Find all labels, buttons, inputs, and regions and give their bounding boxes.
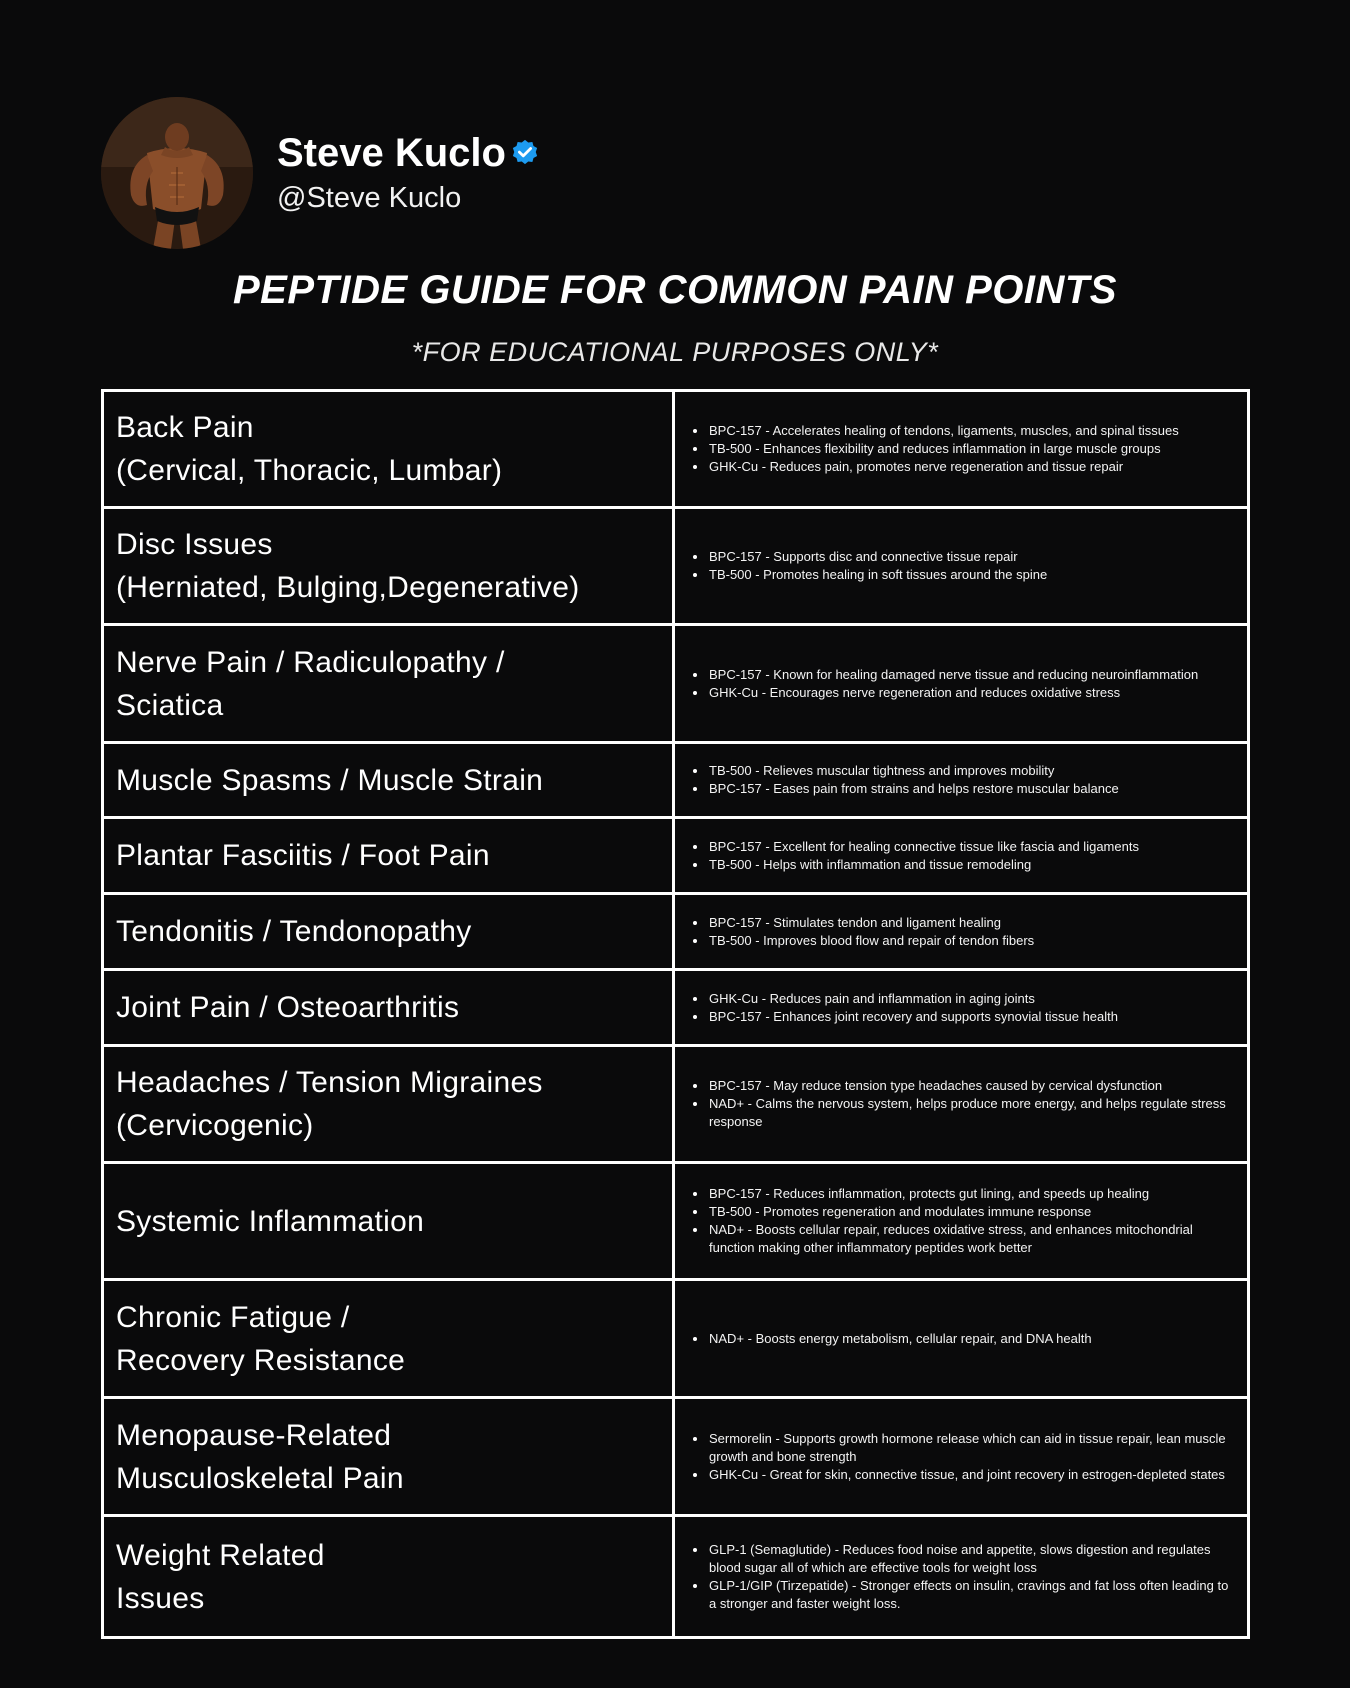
peptide-list-item: TB-500 - Promotes regeneration and modulates immune response xyxy=(709,1203,1235,1221)
verified-badge-icon xyxy=(510,138,540,168)
condition-label: Tendonitis / Tendonopathy xyxy=(116,915,472,948)
peptides-cell xyxy=(675,392,1247,506)
peptide-list xyxy=(691,762,1119,798)
peptide-list-item: TB-500 - Helps with inflammation and tissue remodeling xyxy=(709,856,1139,874)
table-row xyxy=(104,1047,1247,1164)
condition-cell xyxy=(104,392,675,506)
condition-label: Disc Issues xyxy=(116,528,273,561)
condition-cell xyxy=(104,971,675,1044)
table-row xyxy=(104,895,1247,971)
condition-cell xyxy=(104,1399,675,1514)
table-row xyxy=(104,971,1247,1047)
peptide-list-item: BPC-157 - Excellent for healing connective tissue like fascia and ligaments xyxy=(709,838,1139,854)
peptide-list xyxy=(691,1077,1235,1131)
peptide-list-item: BPC-157 - Known for healing damaged nerve tissue and reducing neuroinflammation xyxy=(709,666,1199,682)
condition-cell xyxy=(104,1281,675,1396)
condition-cell xyxy=(104,895,675,968)
peptides-cell xyxy=(675,744,1247,816)
table-row xyxy=(104,744,1247,819)
peptides-cell xyxy=(675,819,1247,892)
peptide-list xyxy=(691,1430,1235,1484)
profile-name xyxy=(277,128,540,178)
table-row xyxy=(104,509,1247,626)
peptides-cell xyxy=(675,626,1247,741)
table-row xyxy=(104,1517,1247,1636)
peptides-cell xyxy=(675,895,1247,968)
condition-label: Chronic Fatigue / xyxy=(116,1300,350,1334)
peptide-list xyxy=(691,914,1034,950)
peptide-list-item: BPC-157 - Stimulates tendon and ligament healing xyxy=(709,914,1034,932)
condition-label: Sciatica xyxy=(116,688,224,722)
table-row xyxy=(104,626,1247,744)
peptide-list-item: BPC-157 - Reduces inflammation, protects gut lining, and speeds up healing xyxy=(709,1185,1235,1203)
table-row xyxy=(104,392,1247,509)
condition-label: (Cervical, Thoracic, Lumbar) xyxy=(116,454,503,487)
condition-label: (Herniated, Bulging,Degenerative) xyxy=(116,571,580,604)
condition-cell xyxy=(104,1047,675,1161)
condition-label: Issues xyxy=(116,1581,205,1615)
page-title: PEPTIDE GUIDE FOR COMMON PAIN POINTS xyxy=(233,268,1117,312)
peptide-list xyxy=(691,1541,1235,1613)
condition-cell xyxy=(104,1517,675,1636)
peptide-list xyxy=(691,990,1118,1026)
peptide-list-item: TB-500 - Relieves muscular tightness and improves mobility xyxy=(709,762,1119,780)
peptide-list-item: GLP-1 (Semaglutide) - Reduces food noise and appetite, slows digestion and regulates blood sugar all of which are effective tools for weight loss xyxy=(709,1541,1235,1577)
peptide-list-item: TB-500 - Improves blood flow and repair of tendon fibers xyxy=(709,932,1035,948)
peptide-list xyxy=(691,548,1047,584)
condition-label: Recovery Resistance xyxy=(116,1343,406,1377)
profile-header xyxy=(101,97,540,249)
avatar[interactable] xyxy=(101,97,253,249)
peptide-list-item: BPC-157 - Accelerates healing of tendons, ligaments, muscles, and spinal tissues xyxy=(709,423,1179,438)
condition-cell xyxy=(104,1164,675,1278)
peptide-list xyxy=(691,1185,1235,1257)
peptide-list xyxy=(691,838,1139,874)
profile-handle: @Steve Kuclo xyxy=(277,181,462,214)
table-row xyxy=(104,819,1247,895)
condition-cell xyxy=(104,744,675,816)
peptides-cell xyxy=(675,1164,1247,1278)
condition-label: Back Pain xyxy=(116,411,254,444)
table-row xyxy=(104,1164,1247,1281)
condition-label: (Cervicogenic) xyxy=(116,1109,314,1142)
peptide-list-item: BPC-157 - Eases pain from strains and helps restore muscular balance xyxy=(709,781,1119,796)
peptide-list-item: BPC-157 - Enhances joint recovery and supports synovial tissue health xyxy=(709,1008,1118,1024)
peptide-guide-table xyxy=(101,389,1250,1639)
peptide-list xyxy=(691,422,1179,476)
condition-label: Plantar Fasciitis / Foot Pain xyxy=(116,839,490,872)
peptide-list xyxy=(691,1330,1092,1348)
condition-label: Systemic Inflammation xyxy=(116,1204,425,1238)
condition-label: Joint Pain / Osteoarthritis xyxy=(116,991,460,1024)
table-row xyxy=(104,1399,1247,1517)
table-row xyxy=(104,1281,1247,1399)
peptide-list xyxy=(691,666,1198,702)
peptide-list-item: TB-500 - Enhances flexibility and reduces inflammation in large muscle groups xyxy=(709,440,1179,458)
condition-cell xyxy=(104,509,675,623)
peptide-list-item: TB-500 - Promotes healing in soft tissues around the spine xyxy=(709,567,1048,582)
peptide-list-item: GLP-1/GIP (Tirzepatide) - Stronger effects on insulin, cravings and fat loss often leading to a stronger and faster weight loss. xyxy=(709,1577,1235,1613)
peptides-cell xyxy=(675,971,1247,1044)
peptide-list-item: Sermorelin - Supports growth hormone release which can aid in tissue repair, lean muscle growth and bone strength xyxy=(709,1430,1235,1466)
peptide-list-item: GHK-Cu - Great for skin, connective tissue, and joint recovery in estrogen-depleted states xyxy=(709,1466,1235,1484)
peptide-list-item: GHK-Cu - Reduces pain, promotes nerve regeneration and tissue repair xyxy=(709,458,1179,476)
peptides-cell xyxy=(675,509,1247,623)
peptide-list-item: BPC-157 - May reduce tension type headaches caused by cervical dysfunction xyxy=(709,1077,1235,1095)
condition-label: Menopause-Related xyxy=(116,1418,392,1452)
peptide-list-item: NAD+ - Calms the nervous system, helps produce more energy, and helps regulate stress response xyxy=(709,1095,1235,1131)
profile-name-text: Steve Kuclo xyxy=(277,130,506,175)
page-subtitle: *FOR EDUCATIONAL PURPOSES ONLY* xyxy=(411,337,939,367)
condition-label: Weight Related xyxy=(116,1538,325,1572)
peptide-list-item: NAD+ - Boosts energy metabolism, cellular repair, and DNA health xyxy=(709,1330,1092,1346)
peptide-list-item: BPC-157 - Supports disc and connective tissue repair xyxy=(709,548,1047,566)
condition-cell xyxy=(104,819,675,892)
peptide-list-item: GHK-Cu - Reduces pain and inflammation in aging joints xyxy=(709,990,1118,1008)
condition-label: Musculoskeletal Pain xyxy=(116,1461,404,1495)
peptides-cell xyxy=(675,1281,1247,1396)
peptides-cell xyxy=(675,1399,1247,1514)
condition-label: Muscle Spasms / Muscle Strain xyxy=(116,763,544,797)
peptides-cell xyxy=(675,1047,1247,1161)
condition-label: Nerve Pain / Radiculopathy / xyxy=(116,645,505,679)
condition-cell xyxy=(104,626,675,741)
peptide-list-item: GHK-Cu - Encourages nerve regeneration and reduces oxidative stress xyxy=(709,684,1198,702)
peptides-cell xyxy=(675,1517,1247,1636)
condition-label: Headaches / Tension Migraines xyxy=(116,1066,543,1099)
bodybuilder-photo-icon xyxy=(101,97,253,249)
peptide-list-item: NAD+ - Boosts cellular repair, reduces oxidative stress, and enhances mitochondrial function making other inflammatory peptides work better xyxy=(709,1221,1235,1257)
